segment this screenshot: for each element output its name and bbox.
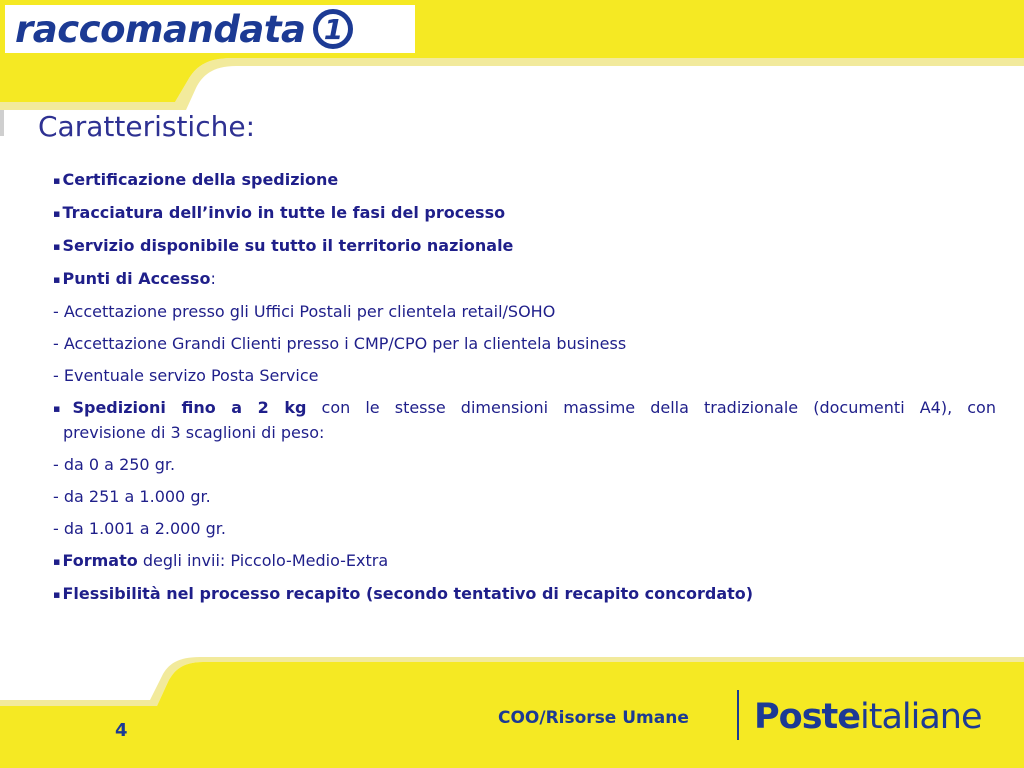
punti-accesso-label: Punti di Accesso: [62, 269, 211, 288]
spedizioni-text: con le stesse dimensioni massime della tradizionale (documenti A4), con: [306, 398, 996, 417]
punti-accesso-colon: :: [210, 269, 216, 288]
item-servizio-text: Servizio disponibile su tutto il territorio nazionale: [62, 236, 514, 255]
formato-text: degli invii: Piccolo-Medio-Extra: [137, 551, 389, 570]
formato-label: Formato: [62, 551, 138, 570]
posta-service: - Eventuale servizo Posta Service: [53, 366, 319, 385]
footer-department: COO/Risorse Umane: [498, 708, 689, 728]
raccomandata-logo: [5, 5, 415, 53]
slide-title: Caratteristiche:: [38, 110, 255, 143]
logo-number-badge: 1: [313, 9, 353, 49]
logo-wordmark: raccomandata: [15, 7, 306, 51]
weight-range-1: - da 0 a 250 gr.: [53, 455, 176, 474]
item-servizio: [53, 234, 996, 259]
item-formato: [53, 549, 996, 574]
item-spedizioni: [53, 396, 996, 421]
weight-range-3: - da 1.001 a 2.000 gr.: [53, 519, 226, 538]
item-flessibilita-text: Flessibilità nel processo recapito (secondo tentativo di recapito concordato): [62, 584, 754, 603]
spedizioni-text-cont: previsione di 3 scaglioni di peso:: [63, 423, 325, 442]
brand-strong: Poste: [754, 697, 860, 737]
item-tracciatura: [53, 201, 996, 226]
item-certificazione: [53, 168, 996, 193]
item-punti-accesso: [53, 267, 996, 292]
item-tracciatura-text: Tracciatura dell’invio in tutte le fasi del processo: [62, 203, 506, 222]
posteitaliane-logo: [754, 697, 982, 737]
accettazione-business: - Accettazione Grandi Clienti presso i CMP/CPO per la clientela business: [53, 334, 627, 353]
accettazione-retail: - Accettazione presso gli Uffici Postali per clientela retail/SOHO: [53, 302, 556, 321]
footer-divider: [737, 690, 739, 740]
spedizioni-label: Spedizioni fino a 2 kg: [72, 398, 307, 417]
left-edge-mark: [0, 110, 4, 136]
brand-rest: italiane: [860, 697, 982, 737]
weight-range-2: - da 251 a 1.000 gr.: [53, 487, 211, 506]
feature-list: [53, 168, 996, 615]
page-number: 4: [115, 720, 128, 741]
item-certificazione-text: Certificazione della spedizione: [62, 170, 339, 189]
item-flessibilita: [53, 582, 996, 607]
